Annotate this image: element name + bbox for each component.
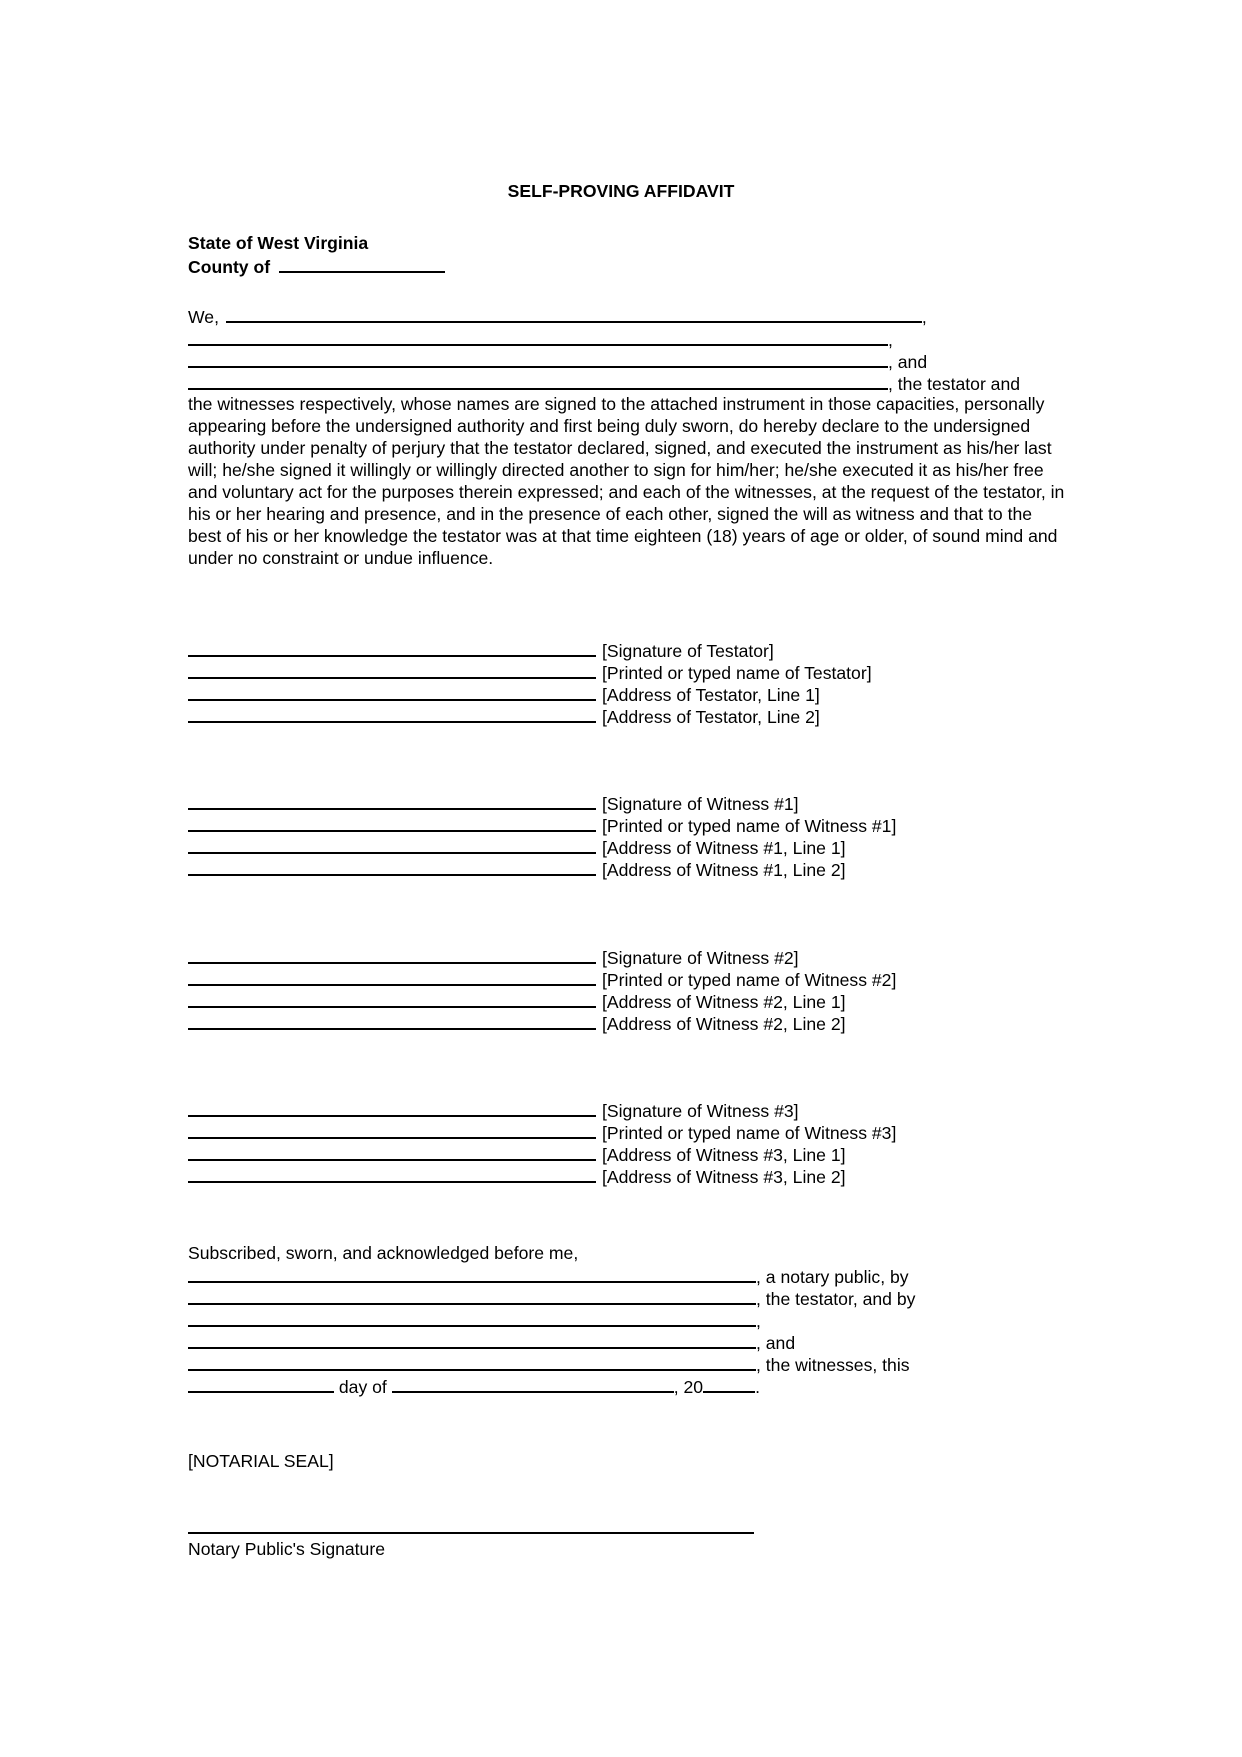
testator-and-by-text: , the testator, and by — [756, 1289, 916, 1309]
signature-line-label: [Address of Witness #1, Line 2] — [602, 860, 846, 880]
signature-line-label: [Signature of Witness #3] — [602, 1101, 799, 1121]
signature-blank[interactable] — [188, 989, 596, 1008]
day-of-label: day of — [338, 1377, 387, 1397]
signature-row-witness-3 — [188, 1164, 846, 1186]
notarial-seal-label: [NOTARIAL SEAL] — [188, 1451, 334, 1471]
notary-date-line — [188, 1374, 760, 1398]
signature-blank[interactable] — [188, 638, 596, 657]
state-line: State of West Virginia — [188, 233, 369, 253]
testator-name-blank[interactable] — [226, 304, 922, 323]
intro-line-3 — [188, 349, 927, 373]
intro-line-1 — [188, 304, 927, 328]
testator-and-text: , the testator and — [888, 374, 1021, 394]
signature-blank[interactable] — [188, 682, 596, 701]
witness-3-name-blank[interactable] — [188, 371, 888, 390]
signature-row-witness-3 — [188, 1142, 846, 1164]
document-title — [0, 180, 1242, 202]
affidavit-body-paragraph: the witnesses respectively, whose names are signed to the attached instrument in those capacities, personally appearing before the undersigned authority and first being duly sworn, do hereby declare to the undersigned authority under penalty of perjury that the testator declared, signed, and executed the instrument as his/her last will; he/she signed it willingly or willingly directed another to sign for him/her; he/she executed it as his/her free and voluntary act for the purposes therein expressed; and each of the witnesses, at the request of the testator, in his or her hearing and presence, and in the presence of each other, signed the will as witness and that to the best of his or her knowledge the testator was at that time eighteen (18) years of age or older, of sound mind and under no constraint or undue influence. — [188, 394, 1065, 568]
signature-row-testator — [188, 682, 820, 704]
signature-line-label: [Printed or typed name of Witness #2] — [602, 970, 897, 990]
we-label: We, — [188, 307, 219, 327]
signature-row-testator — [188, 660, 872, 682]
signature-blank[interactable] — [188, 791, 596, 810]
signature-line-label: [Signature of Testator] — [602, 641, 774, 661]
comma: , — [921, 307, 927, 327]
comma: , — [888, 330, 893, 350]
signature-row-witness-1 — [188, 857, 846, 879]
signature-row-testator — [188, 638, 774, 660]
signature-line-label: [Address of Witness #3, Line 2] — [602, 1167, 846, 1187]
signature-row-witness-1 — [188, 791, 799, 813]
notary-testator-blank[interactable] — [188, 1286, 756, 1305]
signature-blank[interactable] — [188, 945, 596, 964]
signature-blank[interactable] — [188, 967, 596, 986]
signature-row-witness-2 — [188, 967, 896, 989]
notary-line-2 — [188, 1286, 915, 1310]
signature-blank[interactable] — [188, 704, 596, 723]
signature-line-label: [Address of Testator, Line 2] — [602, 707, 820, 727]
notary-signature-line[interactable] — [188, 1532, 754, 1534]
year-prefix: , 20 — [673, 1377, 704, 1397]
signature-blank[interactable] — [188, 857, 596, 876]
notary-line-3 — [188, 1308, 761, 1332]
signature-row-witness-2 — [188, 945, 799, 967]
notary-public-text: , a notary public, by — [756, 1267, 909, 1287]
signature-blank[interactable] — [188, 660, 596, 679]
intro-line-2 — [188, 327, 893, 351]
and-text: , and — [888, 352, 928, 372]
signature-line-label: [Signature of Witness #2] — [602, 948, 799, 968]
notary-witness-3-blank[interactable] — [188, 1352, 756, 1371]
period: . — [755, 1377, 760, 1397]
signature-line-label: [Printed or typed name of Witness #1] — [602, 816, 897, 836]
notary-intro: Subscribed, sworn, and acknowledged before me, — [188, 1243, 579, 1263]
witnesses-this-text: , the witnesses, this — [756, 1355, 910, 1375]
county-blank[interactable] — [279, 254, 445, 273]
intro-line-4 — [188, 371, 1020, 395]
notary-line-4 — [188, 1330, 795, 1354]
signature-row-witness-1 — [188, 813, 896, 835]
signature-row-witness-3 — [188, 1098, 799, 1120]
notary-line-5 — [188, 1352, 910, 1376]
signature-line-label: [Address of Witness #1, Line 1] — [602, 838, 846, 858]
signature-blank[interactable] — [188, 1142, 596, 1161]
signature-row-witness-2 — [188, 989, 846, 1011]
title-text: SELF-PROVING AFFIDAVIT — [507, 181, 735, 201]
day-blank[interactable] — [188, 1374, 334, 1393]
witness-2-name-blank[interactable] — [188, 349, 888, 368]
signature-row-witness-1 — [188, 835, 846, 857]
notary-signature-label: Notary Public's Signature — [188, 1539, 385, 1559]
signature-blank[interactable] — [188, 1098, 596, 1117]
signature-row-witness-3 — [188, 1120, 896, 1142]
signature-row-testator — [188, 704, 820, 726]
notary-witness-2-blank[interactable] — [188, 1330, 756, 1349]
signature-blank[interactable] — [188, 835, 596, 854]
signature-line-label: [Address of Witness #3, Line 1] — [602, 1145, 846, 1165]
signature-blank[interactable] — [188, 1164, 596, 1183]
signature-line-label: [Printed or typed name of Testator] — [602, 663, 872, 683]
signature-line-label: [Address of Witness #2, Line 1] — [602, 992, 846, 1012]
month-blank[interactable] — [392, 1374, 674, 1393]
signature-line-label: [Address of Testator, Line 1] — [602, 685, 820, 705]
signature-blank[interactable] — [188, 813, 596, 832]
notary-witness-1-blank[interactable] — [188, 1308, 756, 1327]
notary-line-1 — [188, 1264, 909, 1288]
signature-line-label: [Address of Witness #2, Line 2] — [602, 1014, 846, 1034]
signature-line-label: [Signature of Witness #1] — [602, 794, 799, 814]
witness-1-name-blank[interactable] — [188, 327, 888, 346]
comma: , — [756, 1311, 761, 1331]
county-line — [188, 254, 445, 278]
signature-row-witness-2 — [188, 1011, 846, 1033]
county-label: County of — [188, 257, 271, 277]
and-text: , and — [756, 1333, 796, 1353]
signature-blank[interactable] — [188, 1011, 596, 1030]
notary-name-blank[interactable] — [188, 1264, 756, 1283]
year-blank[interactable] — [703, 1374, 755, 1393]
signature-line-label: [Printed or typed name of Witness #3] — [602, 1123, 897, 1143]
signature-blank[interactable] — [188, 1120, 596, 1139]
